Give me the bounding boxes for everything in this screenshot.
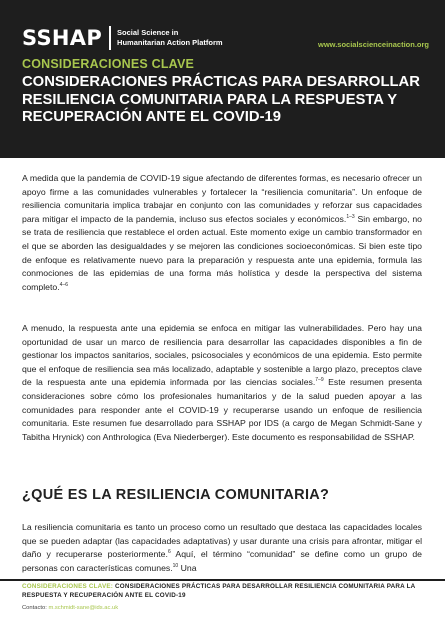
sshap-logo[interactable]	[22, 26, 223, 50]
section-divider	[0, 483, 445, 484]
footer-title-text: CONSIDERACIONES PRÁCTICAS PARA DESARROLLAR RESILIENCIA COMUNITARIA PARA LA RESPUESTA Y RECUPERACIÓN ANTE EL COVID-19	[22, 583, 416, 599]
website-link[interactable]: www.socialscienceinaction.org	[317, 40, 429, 49]
logo-wordmark: SSHAP	[22, 26, 103, 50]
document-title: CONSIDERACIONES PRÁCTICAS PARA DESARROLLAR RESILIENCIA COMUNITARIA PARA LA RESPUESTA Y RECUPERACIÓN ANTE EL COVID-19	[22, 74, 420, 125]
footer-contact	[22, 605, 118, 611]
footnote-ref[interactable]: 7–9	[315, 377, 324, 384]
footnote-ref[interactable]: 6	[167, 549, 171, 556]
footnote-ref[interactable]: 1–3	[346, 213, 355, 220]
logo-divider	[109, 26, 111, 50]
intro-paragraph-2	[22, 322, 422, 444]
text-run: Una	[178, 562, 197, 573]
section-heading: ¿QUÉ ES LA RESILIENCIA COMUNITARIA?	[22, 487, 330, 503]
section-paragraph-1	[22, 521, 422, 575]
text-run: La resiliencia comunitaria es tanto un proceso como un resultado que destaca las capacidades locales que se pueden adaptar (las capacidades adaptativas) y usar durante una crisis para afrontar, mitigar el daño y recuperarse posteriormente.	[22, 522, 422, 560]
text-run: Aquí, el término “comunidad” se define como un grupo de personas con características comunes.	[22, 549, 422, 573]
logo-subtitle-line2: Humanitarian Action Platform	[117, 38, 223, 47]
footer-title	[22, 583, 422, 600]
footnote-ref[interactable]: 10	[172, 562, 179, 569]
intro-paragraph-1	[22, 172, 422, 294]
footnote-ref[interactable]: 4–6	[59, 281, 69, 288]
footer-divider	[0, 579, 445, 581]
document-header	[0, 0, 445, 158]
logo-subtitle-line1: Social Science in	[117, 28, 179, 37]
footer-kicker: CONSIDERACIONES CLAVE:	[22, 583, 114, 590]
text-run: Este resumen presenta consideraciones sobre cómo los profesionales humanitarios y de la salud pueden apoyar a las comunidades para responder ante el COVID-19 y recuperarse usando un enfoque de resiliencia comunitaria. Este resumen fue desarrollado para SSHAP por IDS (a cargo de Megan Schmidt-Sane y Tabitha Hrynick) con Anthrologica (Eva Niederberger). Este documento es responsabilidad de SSHAP.	[22, 377, 423, 442]
contact-email-link[interactable]: m.schmidt-sane@ids.ac.uk	[48, 605, 119, 611]
text-run: Sin embargo, no se trata de resiliencia que restablece el orden actual. Este momento exige un cambio transformador en el que se aborden las desigualdades y se mejoren las condiciones socioeconómicas. Si bien este tipo de enfoque es relativamente nuevo para la preparación y respuesta ante una epidemia, formula las conmociones de las epidemias de una forma más holística y desde la perspectiva del sistema completo.	[22, 213, 422, 292]
text-run: A medida que la pandemia de COVID-19 sigue afectando de diferentes formas, es necesario ofrecer un apoyo firme a las comunidades vulnerables y fortalecer la “resiliencia comunitaria”. Un enfoque de resiliencia comunitaria implica trabajar en conjunto con las comunidades y reforzar sus capacidades para mitigar el impacto de la pandemia, incluso sus efectos sociales y económicos.	[22, 173, 422, 224]
contact-label: Contacto:	[22, 605, 49, 611]
document-kicker: CONSIDERACIONES CLAVE	[22, 57, 195, 71]
logo-subtitle	[117, 28, 223, 48]
text-run: A menudo, la respuesta ante una epidemia se enfoca en mitigar las vulnerabilidades. Pero hay una oportunidad de usar un marco de resiliencia para desarrollar las capacidades disponibles a fin de gestionar los impactos sanitarios, sociales, psicosociales y económicos de una epidemia. Esto permite que el enfoque de resiliencia sea más localizado, adaptable y sostenible a largo plazo, preceptos clave de la respuesta ante una epidemia informada por las ciencias sociales.	[22, 323, 422, 388]
